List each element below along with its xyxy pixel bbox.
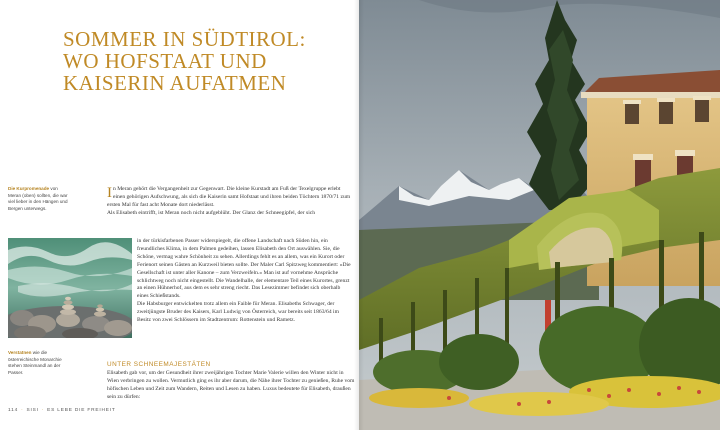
title-line-2: WO HOFSTAAT UND — [63, 49, 267, 73]
book-gutter — [354, 0, 364, 430]
body-text-upper — [107, 186, 353, 218]
caption-top — [8, 186, 68, 212]
page-footer: 114 · SISI · ES LEBE DIE FREIHEIT — [8, 408, 116, 413]
kurhaus-meran-photo — [359, 0, 720, 430]
running-head-a: SISI — [26, 408, 39, 413]
running-head-b: ES LEBE DIE FREIHEIT — [47, 408, 116, 413]
caption-bottom-head: Verstatnen — [8, 350, 32, 355]
title-line-3: KAISERIN AUFATMEN — [63, 71, 287, 95]
caption-bottom — [8, 350, 68, 376]
caption-top-text: von Meran (oben) sollten, die war viel lieber in den Hängen und Bergen unterwegs. — [8, 186, 68, 211]
body-text-lower — [107, 356, 355, 402]
body-text-wrap — [137, 238, 353, 325]
left-page — [0, 0, 359, 430]
river-photo-graphic — [8, 238, 132, 338]
caption-bottom-text: wie die österreichische Monarchie stehen Steinmandl an der Passer. — [8, 350, 62, 375]
subheading: UNTER SCHNEEMAJESTÄTEN — [107, 361, 211, 368]
paragraph-2-lead: Als Elisabeth eintrifft, ist Meran noch nicht aufgeblüht. Der Glanz der Schneegipfel, der sich — [107, 209, 316, 216]
kurhaus-photo-graphic — [359, 0, 720, 430]
river-stone-cairn-photo — [8, 238, 132, 338]
paragraph-1 — [107, 186, 353, 210]
page-title — [63, 28, 353, 94]
paragraph-3: Die Habsburger entwickelten trotz allem ein Faible für Meran. Elisabeths Schwager, der zweitjüngste Bruder des Kaisers, Karl Ludwig von Österreich, war bereits seit 1863/64 im Besitz von zwei Schlössern im Stadtzentrum: Rottenstein und Rametz. — [137, 301, 339, 324]
paragraph-1-text: n Meran gehört die Vergangenheit zur Gegenwart. Die kleine Kurstadt am Fuß der Texelgruppe erlebt einen gehörigen Aufschwung, als sich die Kaiserin samt Hofstaat und ihren beiden Töchtern 1870/71 zum ersten Mal für fast acht Monate dort niederlässt. — [107, 186, 351, 208]
page-number: 114 — [8, 408, 19, 413]
drop-cap: I — [107, 185, 112, 201]
paragraph-2-wrap: in der türkisfarbenen Passer widerspiegelt, die offene Landschaft nach Süden hin, ein freundliches Klima, in dem Palmen gedeihen, lassen Elisabeth den Ort auswählen. Sie, die Schöne, vermag wahre Schönheit zu sehen. Allerdings fehlt es an allem, was ein Kurort oder Ferienort seinen Gästen an Kurzweil bieten sollte. Der Maler Carl Spitzweg kommentiert: »Die Gesellschaft ist unter aller Kanone – zum Verzweifeln.« Man ist auf vornehme Ansprüche schlichtweg noch nicht eingestellt. Die Wandelhalle, der elementare Teil eines Kurortes, grenzt an einen Hühnerhof, aus dem es sehr streng riecht. Das Lesezimmer befindet sich oberhalb eines Schießstands. — [137, 238, 351, 300]
paragraph-4: Elisabeth gab vor, um der Gesundheit ihrer zweijährigen Tochter Marie Valerie willen den Winter nicht in Wien verbringen zu wollen. Vermutlich ging es ihr aber darum, die Nähe ihrer Tochter zu genießen, Ruhe vom höfischen Leben und Zeit zum Wandern, Reiten und Lesen zu haben. Luxus bedeutete für Elisabeth, draußen sein zu dürfen: — [107, 369, 355, 400]
caption-top-head: Die Kurpromenade — [8, 186, 50, 191]
title-line-1: SOMMER IN SÜDTIROL: — [63, 27, 306, 51]
